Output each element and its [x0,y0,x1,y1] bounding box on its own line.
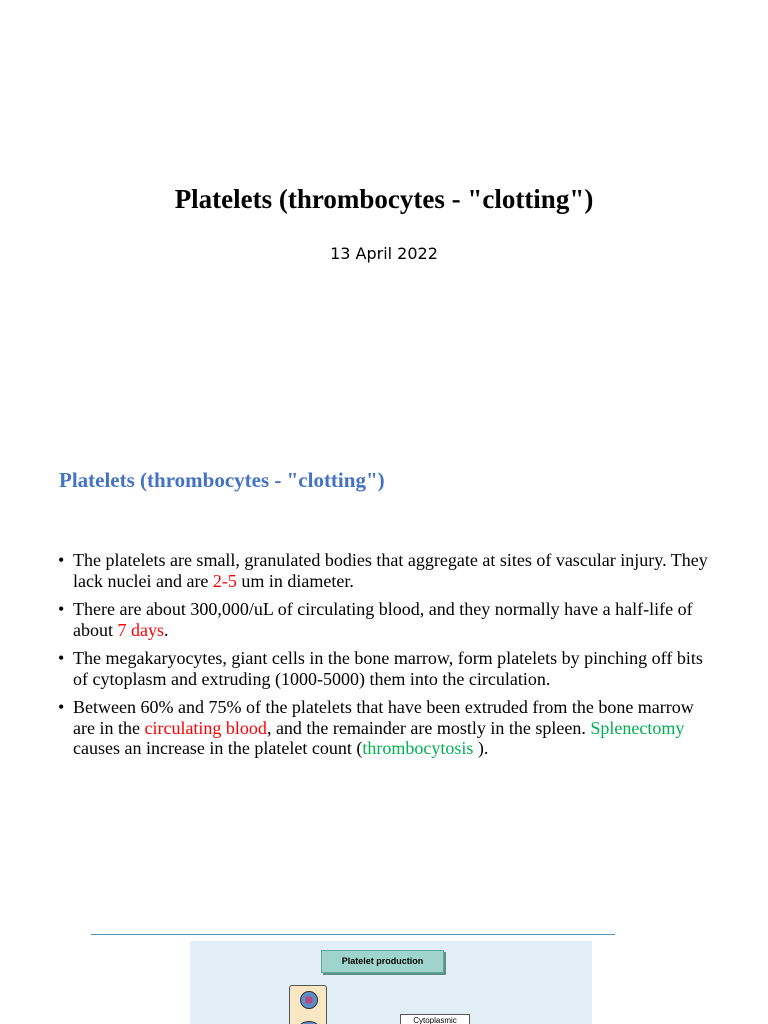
bullet-text: The platelets are small, granulated bodies that aggregate at sites of vascular injury. They lack nuclei and are [73,550,708,591]
highlight-red-text: circulating blood [144,717,267,738]
bullet-text: There are about 300,000/uL of circulating blood, and they normally have a half-life of about [73,599,693,640]
bullet-text: The megakaryocytes, giant cells in the bone marrow, form platelets by pinching off bits of cytoplasm and extruding (1000-5000) them into the circulation. [73,648,703,689]
nucleus-illustration [300,991,318,1009]
section-heading: Platelets (thrombocytes - "clotting") [59,468,385,492]
document-title: Platelets (thrombocytes - "clotting") [174,184,594,214]
bullet-text: Between 60% and 75% of the platelets that have been extruded from the bone marrow are in the [73,697,694,738]
figure-box-label: Cytoplasmic [400,1014,470,1024]
bullet-text: ). [473,738,489,758]
bullet-item [58,648,718,689]
highlight-green-text: Splenectomy [590,717,685,738]
highlight-green-text: thrombocytosis [362,738,474,758]
divider-line [91,934,615,935]
megakaryocyte-cell-illustration [289,985,327,1024]
bullet-item [58,697,718,759]
bullet-item [58,599,718,640]
figure-label: Platelet production [321,950,444,973]
bullet-text: um in diameter. [236,570,354,591]
highlight-red-text: 7 days [117,619,164,640]
platelet-production-figure [190,941,592,1024]
bullet-item [58,550,718,591]
highlight-red-text: 2-5 [212,570,237,591]
bullet-text: causes an increase in the platelet count ( [73,738,363,758]
nucleus-core-illustration [305,996,313,1004]
bullet-text: . [164,619,169,640]
bullet-list [58,550,718,767]
document-date: 13 April 2022 [330,244,438,263]
bullet-text: , and the remainder are mostly in the spleen. [266,717,591,738]
